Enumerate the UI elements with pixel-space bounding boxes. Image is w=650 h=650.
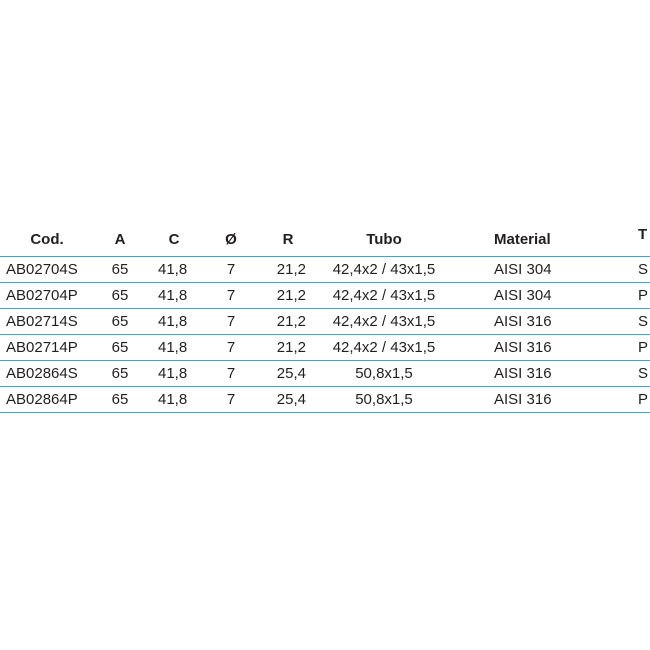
cell-a: 65 bbox=[94, 361, 146, 387]
cell-cod: AB02864P bbox=[0, 387, 94, 413]
cell-diameter: 7 bbox=[202, 335, 260, 361]
header-r: R bbox=[260, 222, 316, 257]
cell-c: 41,8 bbox=[146, 257, 202, 283]
cell-material: AISI 304 bbox=[452, 283, 612, 309]
table-row bbox=[0, 335, 650, 361]
cell-material: AISI 316 bbox=[452, 387, 612, 413]
cell-a: 65 bbox=[94, 283, 146, 309]
cell-a: 65 bbox=[94, 309, 146, 335]
cell-r: 21,2 bbox=[260, 283, 316, 309]
cell-cod: AB02704P bbox=[0, 283, 94, 309]
cell-c: 41,8 bbox=[146, 309, 202, 335]
spec-table bbox=[0, 222, 650, 413]
cell-t: P bbox=[612, 283, 650, 309]
cell-tubo: 42,4x2 / 43x1,5 bbox=[316, 283, 452, 309]
cell-r: 21,2 bbox=[260, 309, 316, 335]
cell-diameter: 7 bbox=[202, 361, 260, 387]
table-row bbox=[0, 309, 650, 335]
header-material: Material bbox=[452, 222, 612, 257]
cell-material: AISI 316 bbox=[452, 335, 612, 361]
header-t-label: T bbox=[638, 225, 648, 243]
cell-material: AISI 304 bbox=[452, 257, 612, 283]
table-row bbox=[0, 257, 650, 283]
cell-c: 41,8 bbox=[146, 387, 202, 413]
cell-diameter: 7 bbox=[202, 309, 260, 335]
cell-diameter: 7 bbox=[202, 387, 260, 413]
cell-cod: AB02864S bbox=[0, 361, 94, 387]
cell-r: 25,4 bbox=[260, 387, 316, 413]
header-tubo: Tubo bbox=[316, 222, 452, 257]
cell-r: 21,2 bbox=[260, 257, 316, 283]
cell-t: S bbox=[612, 257, 650, 283]
table-row bbox=[0, 387, 650, 413]
cell-cod: AB02714P bbox=[0, 335, 94, 361]
cell-material: AISI 316 bbox=[452, 309, 612, 335]
cell-diameter: 7 bbox=[202, 283, 260, 309]
header-diameter: Ø bbox=[202, 222, 260, 257]
cell-cod: AB02704S bbox=[0, 257, 94, 283]
cell-tubo: 42,4x2 / 43x1,5 bbox=[316, 309, 452, 335]
cell-a: 65 bbox=[94, 387, 146, 413]
cell-tubo: 50,8x1,5 bbox=[316, 387, 452, 413]
cell-t: P bbox=[612, 387, 650, 413]
header-c: C bbox=[146, 222, 202, 257]
cell-t: S bbox=[612, 361, 650, 387]
cell-t: P bbox=[612, 335, 650, 361]
cell-c: 41,8 bbox=[146, 283, 202, 309]
cell-tubo: 50,8x1,5 bbox=[316, 361, 452, 387]
cell-r: 21,2 bbox=[260, 335, 316, 361]
table-row bbox=[0, 361, 650, 387]
header-t bbox=[612, 222, 650, 257]
cell-r: 25,4 bbox=[260, 361, 316, 387]
header-cod: Cod. bbox=[0, 222, 94, 257]
cell-c: 41,8 bbox=[146, 335, 202, 361]
cell-diameter: 7 bbox=[202, 257, 260, 283]
cell-a: 65 bbox=[94, 335, 146, 361]
cell-tubo: 42,4x2 / 43x1,5 bbox=[316, 335, 452, 361]
table-header-row bbox=[0, 222, 650, 257]
cell-t: S bbox=[612, 309, 650, 335]
cell-a: 65 bbox=[94, 257, 146, 283]
cell-cod: AB02714S bbox=[0, 309, 94, 335]
cell-tubo: 42,4x2 / 43x1,5 bbox=[316, 257, 452, 283]
table-row bbox=[0, 283, 650, 309]
cell-material: AISI 316 bbox=[452, 361, 612, 387]
header-a: A bbox=[94, 222, 146, 257]
cell-c: 41,8 bbox=[146, 361, 202, 387]
